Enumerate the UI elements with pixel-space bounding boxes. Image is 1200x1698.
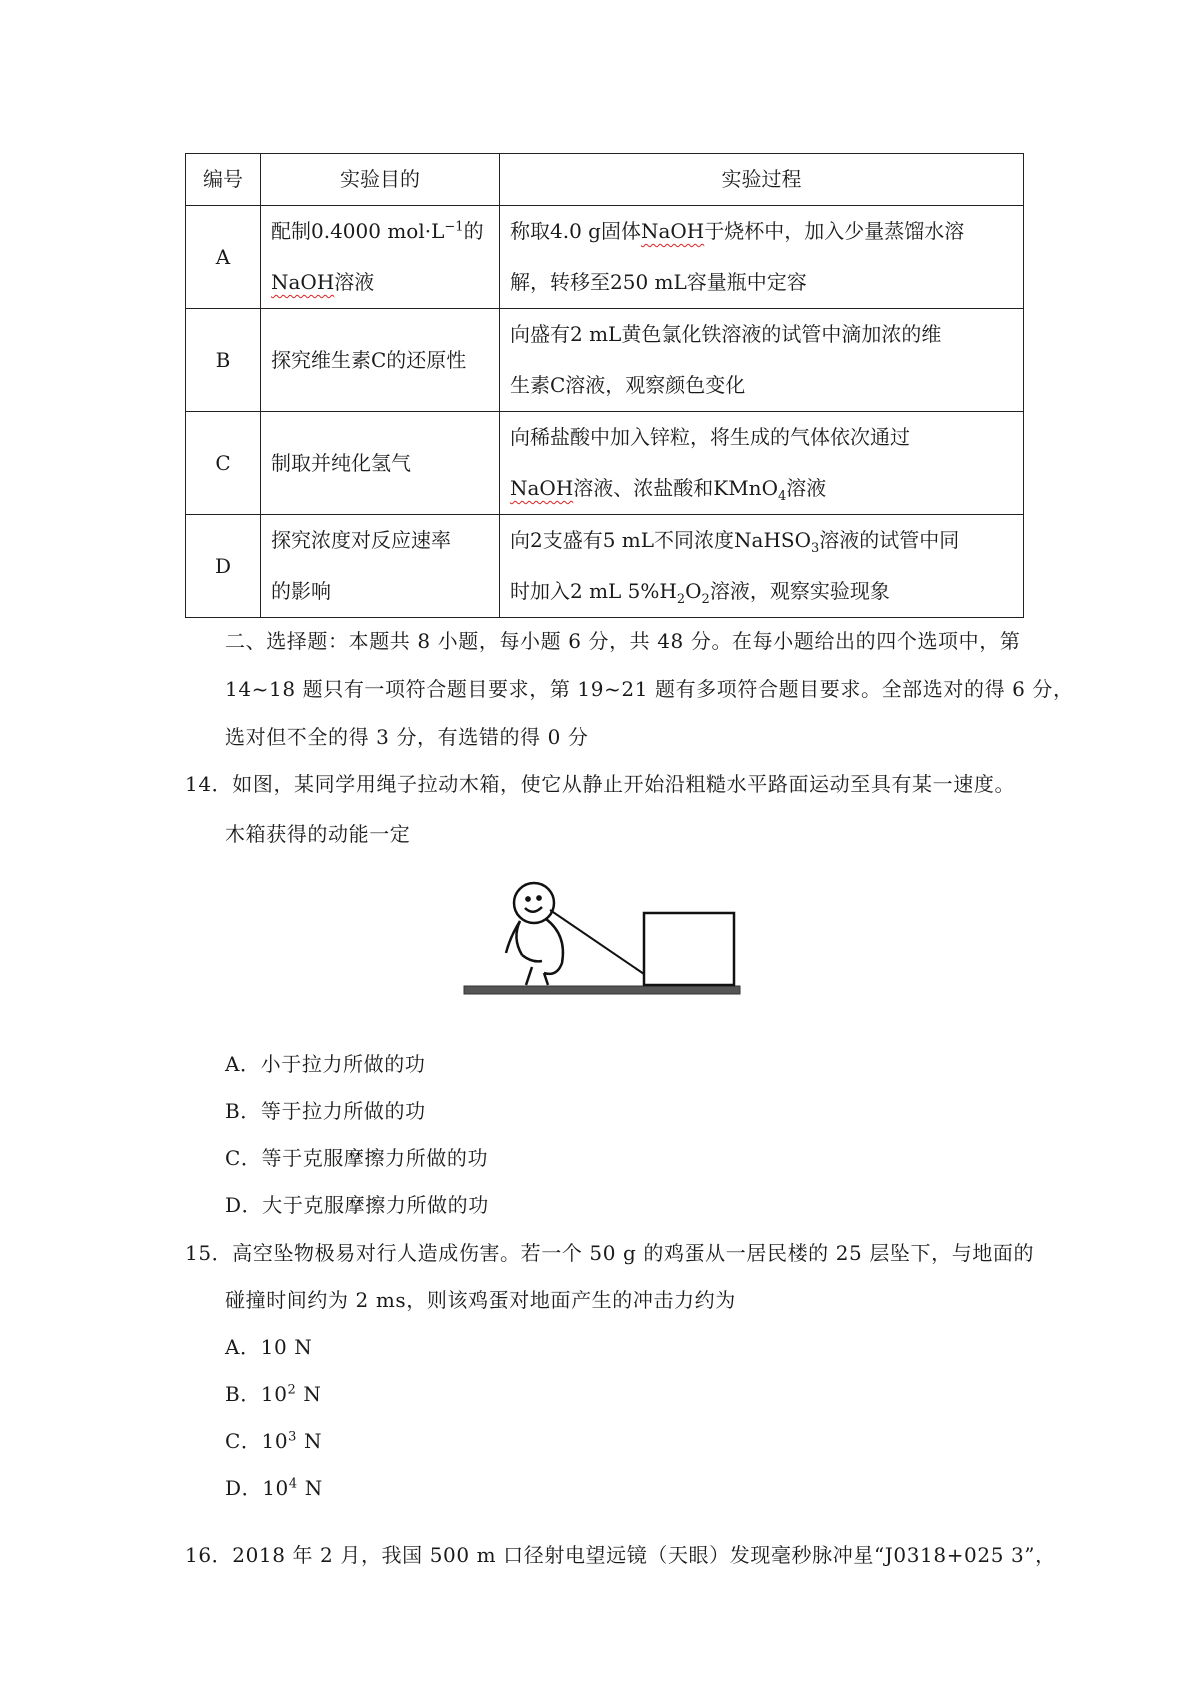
row-process [500, 206, 1024, 309]
spellcheck-word: NaOH [271, 270, 335, 294]
table-row [186, 412, 1024, 515]
unit: N [297, 1476, 323, 1500]
process-text: 生素C溶液，观察颜色变化 [510, 373, 746, 397]
section-instructions-line: 二、选择题：本题共 8 小题，每小题 6 分，共 48 分。在每小题给出的四个选项中，第 [225, 629, 1021, 653]
superscript: −1 [444, 219, 464, 235]
process-text: 溶液、浓盐酸和KMnO [573, 476, 778, 500]
question-14-stem: 14．如图，某同学用绳子拉动木箱，使它从静止开始沿粗糙水平路面运动至具有某一速度。 [185, 772, 1016, 796]
unit: N [296, 1382, 322, 1406]
header-process: 实验过程 [500, 154, 1024, 206]
subscript: 2 [701, 592, 710, 607]
exponent: 2 [287, 1382, 297, 1398]
option-b: B．等于拉力所做的功 [225, 1099, 426, 1123]
option-c [225, 1417, 322, 1465]
table-row [186, 206, 1024, 309]
row-id: A [186, 206, 261, 309]
option-a: A．10 N [225, 1335, 313, 1359]
option-c: C．等于克服摩擦力所做的功 [225, 1146, 489, 1170]
header-id: 编号 [186, 154, 261, 206]
ground [464, 986, 740, 994]
row-goal: 探究维生素C的还原性 [261, 309, 500, 412]
table-row [186, 515, 1024, 618]
question-14-stem: 木箱获得的动能一定 [225, 822, 411, 846]
unit: N [297, 1429, 323, 1453]
row-process [500, 309, 1024, 412]
question-16-stem: 16．2018 年 2 月，我国 500 m 口径射电望远镜（天眼）发现毫秒脉冲星“J0318+025 3”， [185, 1543, 1056, 1567]
option-d: D．大于克服摩擦力所做的功 [225, 1193, 489, 1217]
option-d [225, 1464, 323, 1512]
row-process [500, 412, 1024, 515]
process-text: O [685, 579, 702, 603]
section-instructions-line: 选对但不全的得 3 分，有选错的得 0 分 [225, 725, 589, 749]
section-instructions-line: 14~18 题只有一项符合题目要求，第 19~21 题有多项符合题目要求。全部选对的得 6 分， [225, 677, 1074, 701]
rope [550, 910, 644, 974]
goal-text: 的影响 [271, 579, 331, 603]
wooden-box [644, 913, 734, 985]
process-text: 溶液 [786, 476, 827, 500]
row-id: C [186, 412, 261, 515]
row-goal [261, 515, 500, 618]
header-goal: 实验目的 [261, 154, 500, 206]
process-text: 溶液，观察实验现象 [709, 579, 890, 603]
process-text: 时加入2 mL 5%H [510, 579, 677, 603]
figure-person-pulling-box [462, 873, 742, 1003]
spellcheck-word: NaOH [640, 219, 705, 243]
exponent: 3 [288, 1429, 298, 1445]
option-label: B．10 [225, 1382, 288, 1406]
person [506, 883, 563, 985]
goal-text: 的 [463, 219, 484, 243]
option-a: A．小于拉力所做的功 [225, 1052, 426, 1076]
process-text: 于烧杯中，加入少量蒸馏水溶 [704, 219, 965, 243]
subscript: 2 [676, 592, 686, 607]
question-15-stem: 15．高空坠物极易对行人造成伤害。若一个 50 g 的鸡蛋从一居民楼的 25 层坠下，与地面的 [185, 1241, 1035, 1265]
option-label: D．10 [225, 1476, 289, 1500]
question-15-stem: 碰撞时间约为 2 ms，则该鸡蛋对地面产生的冲击力约为 [225, 1288, 736, 1312]
spellcheck-word: NaOH [510, 476, 574, 500]
process-text: 向2支盛有5 mL不同浓度NaHSO [510, 528, 812, 552]
goal-text: 配制0.4000 mol·L [271, 219, 445, 243]
process-text: 解，转移至250 mL容量瓶中定容 [510, 270, 807, 294]
row-goal [261, 206, 500, 309]
subscript: 4 [777, 489, 787, 504]
experiment-table [185, 153, 1024, 618]
row-goal: 制取并纯化氢气 [261, 412, 500, 515]
process-text: 向盛有2 mL黄色氯化铁溶液的试管中滴加浓的维 [510, 322, 942, 346]
process-text: 向稀盐酸中加入锌粒，将生成的气体依次通过 [510, 425, 910, 449]
table-row [186, 309, 1024, 412]
process-text: 溶液的试管中同 [819, 528, 960, 552]
option-b [225, 1370, 321, 1418]
table-header-row [186, 154, 1024, 206]
process-text: 称取4.0 g固体 [510, 219, 641, 243]
row-id: D [186, 515, 261, 618]
exponent: 4 [288, 1476, 298, 1492]
subscript: 3 [811, 541, 820, 556]
goal-text: 探究浓度对反应速率 [271, 528, 451, 552]
goal-text: 溶液 [334, 270, 375, 294]
row-id: B [186, 309, 261, 412]
option-label: C．10 [225, 1429, 289, 1453]
row-process [500, 515, 1024, 618]
